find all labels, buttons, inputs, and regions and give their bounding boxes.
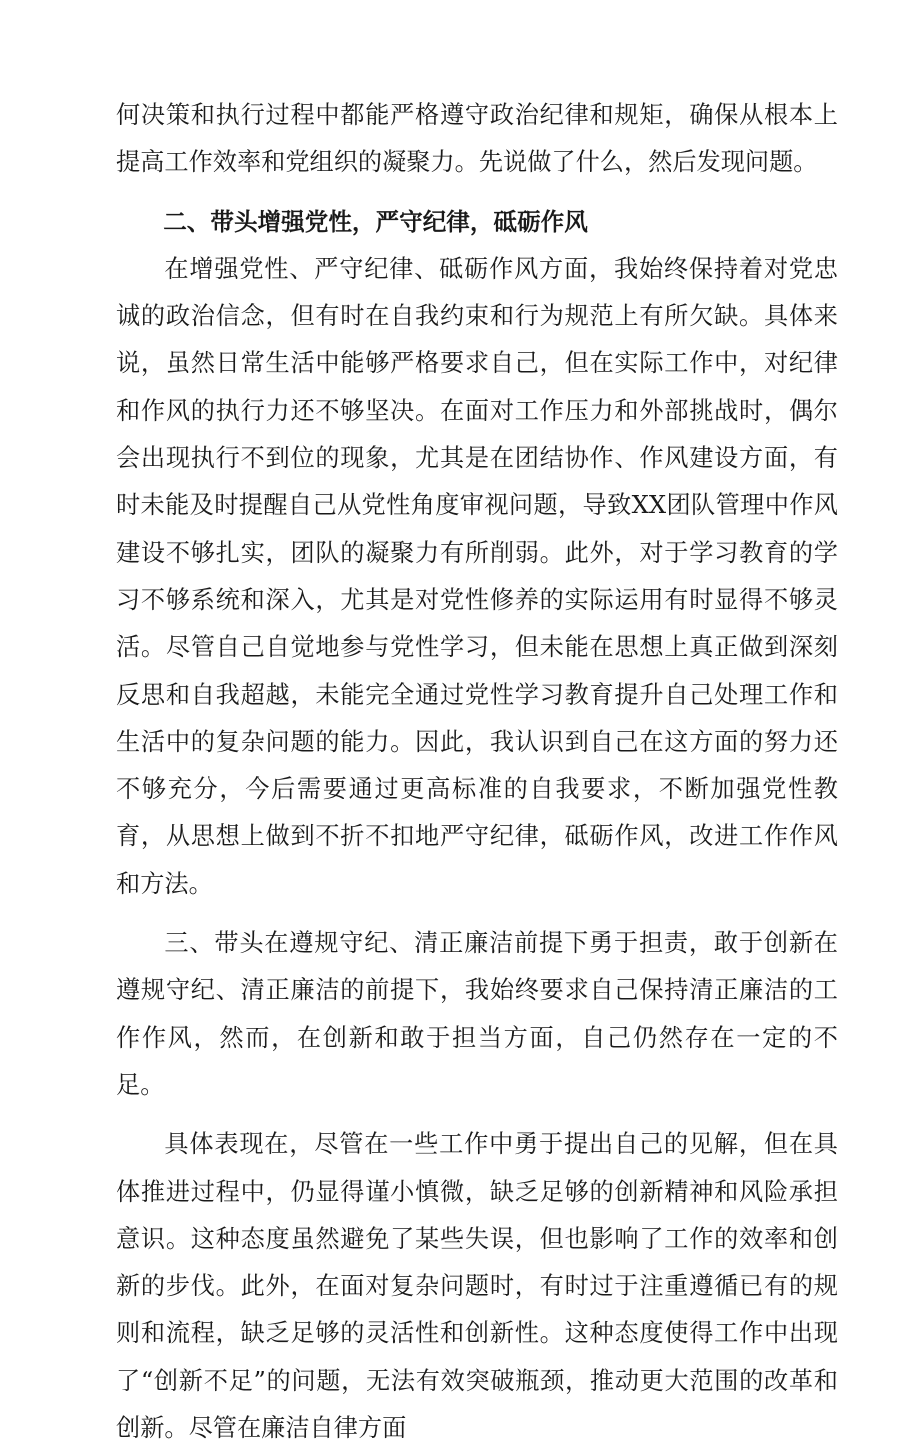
continuation-paragraph: 何决策和执行过程中都能严格遵守政治纪律和规矩，确保从根本上提高工作效率和党组织的凝聚力。先说做了什么，然后发现问题。 [116,101,838,177]
section-heading: 二、带头增强党性，严守纪律，砥砺作风 [163,207,588,236]
body-paragraph: 具体表现在，尽管在一些工作中勇于提出自己的见解，但在具体推进过程中，仍显得谨小慎微，缺乏足够的创新精神和风险承担意识。这种态度虽然避免了某些失误，但也影响了工作的效率和创新的步伐。此外，在面对复杂问题时，有时过于注重遵循已有的规则和流程，缺乏足够的灵活性和创新性。这种态度使得工作中出现了“创新不足”的问题，无法有效突破瓶颈，推动更大范围的改革和创新。尽管在廉洁自律方面 [116,1130,838,1443]
body-paragraph: 三、带头在遵规守纪、清正廉洁前提下勇于担责，敢于创新在遵规守纪、清正廉洁的前提下，我始终要求自己保持清正廉洁的工作作风，然而，在创新和敢于担当方面，自己仍然存在一定的不足。 [116,929,838,1099]
body-paragraph: 在增强党性、严守纪律、砥砺作风方面，我始终保持着对党忠诚的政治信念，但有时在自我约束和行为规范上有所欠缺。具体来说，虽然日常生活中能够严格要求自己，但在实际工作中，对纪律和作风的执行力还不够坚决。在面对工作压力和外部挑战时，偶尔会出现执行不到位的现象，尤其是在团结协作、作风建设方面，有时未能及时提醒自己从党性角度审视问题，导致XX团队管理中作风建设不够扎实，团队的凝聚力有所削弱。此外，对于学习教育的学习不够系统和深入，尤其是对党性修养的实际运用有时显得不够灵活。尽管自己自觉地参与党性学习，但未能在思想上真正做到深刻反思和自我超越，未能完全通过党性学习教育提升自己处理工作和生活中的复杂问题的能力。因此，我认识到自己在这方面的努力还不够充分，今后需要通过更高标准的自我要求，不断加强党性教育，从思想上做到不折不扣地严守纪律，砥砺作风，改进工作作风和方法。 [116,254,838,898]
document-page [116,92,838,1452]
